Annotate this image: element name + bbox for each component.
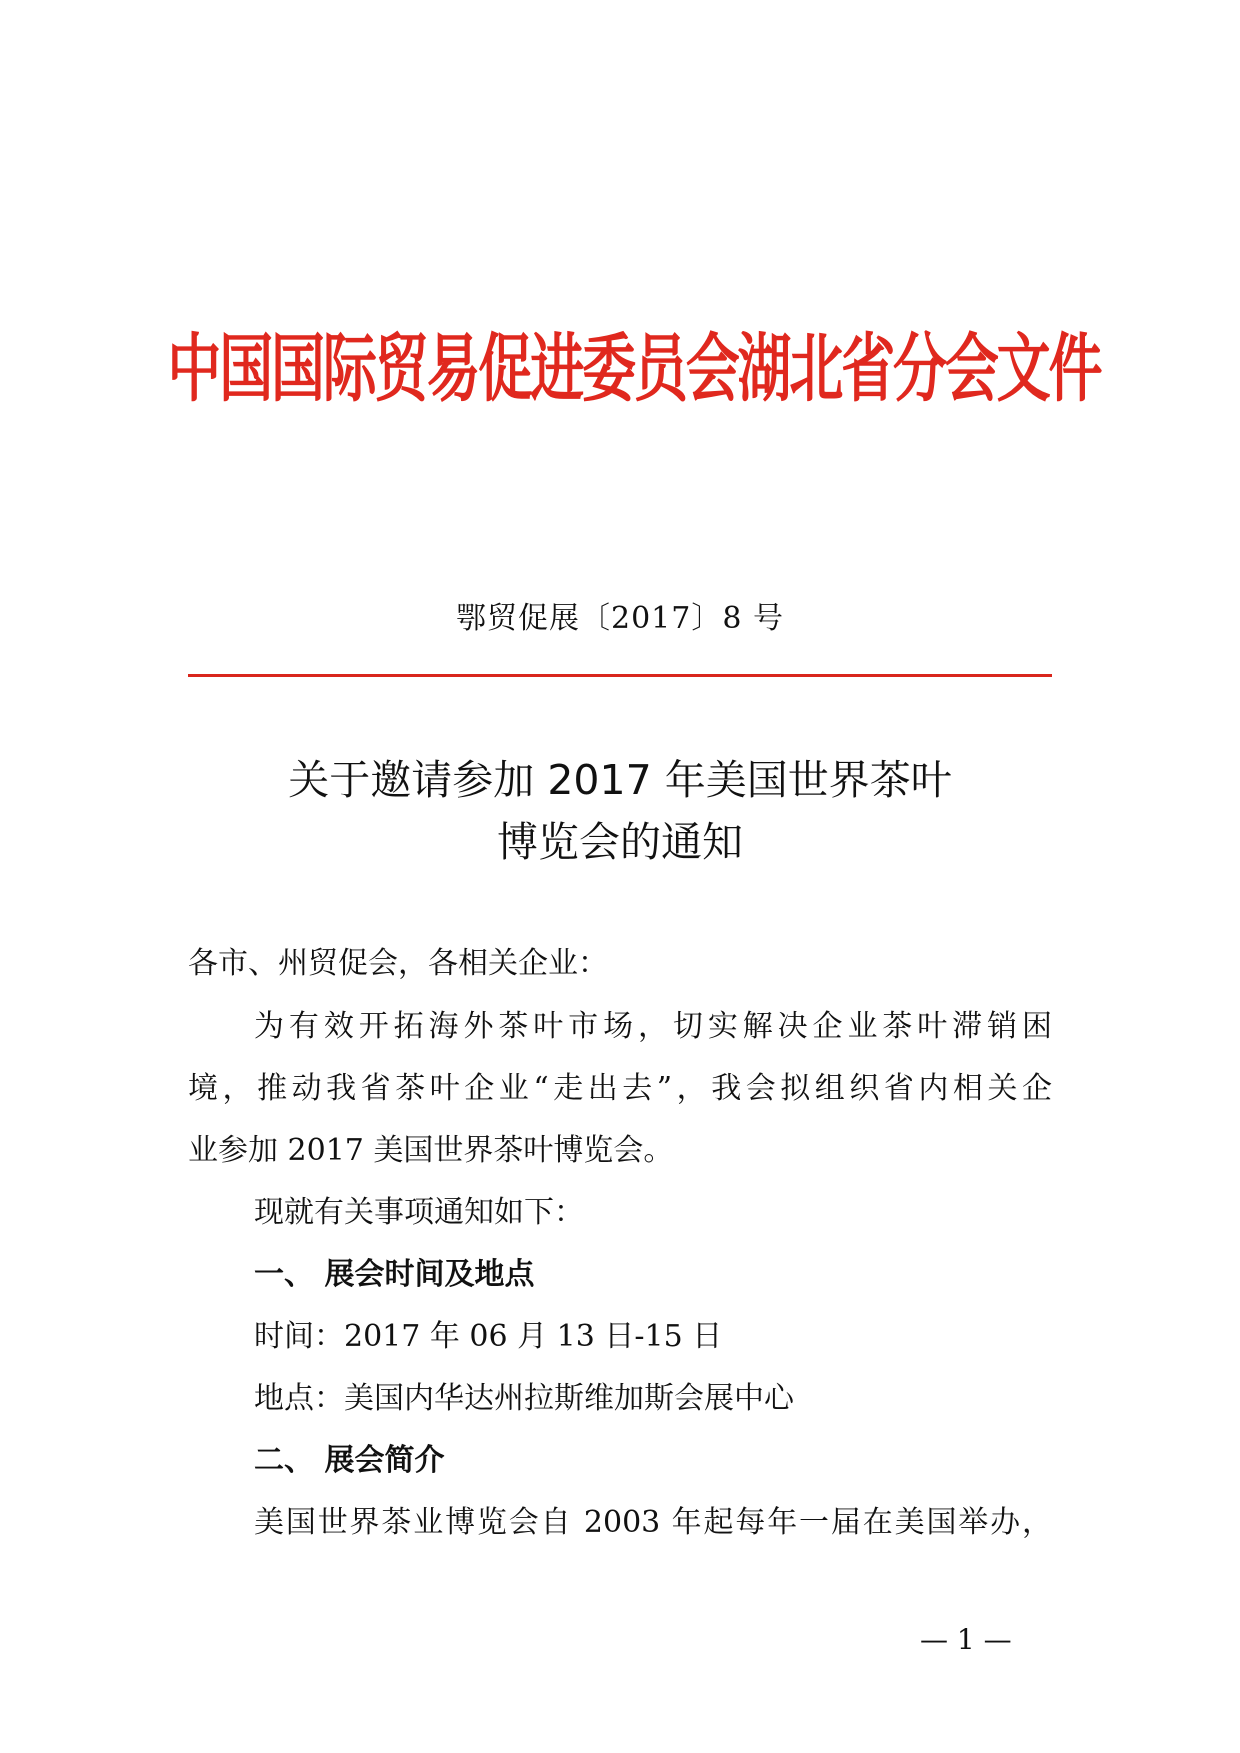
document-number: 鄂贸促展〔2017〕8 号 [456,601,784,636]
red-divider [188,674,1052,677]
salutation: 各市、州贸促会，各相关企业： [188,946,608,981]
notice-title-line-1: 关于邀请参加 2017 年美国世界茶叶 [288,756,952,804]
exhibition-time: 时间：2017 年 06 月 13 日-15 日 [254,1319,723,1354]
exhibition-place: 地点：美国内华达州拉斯维加斯会展中心 [254,1381,794,1416]
paragraph-line: 业参加 2017 美国世界茶叶博览会。 [188,1133,674,1168]
paragraph-line: 境，推动我省茶叶企业“走出去”，我会拟组织省内相关企 [188,1071,1052,1106]
section-heading-time-place: 一、 展会时间及地点 [254,1257,535,1292]
page-number: — 1 — [920,1623,1012,1656]
notice-title-line-2: 博览会的通知 [497,818,743,866]
paragraph-line: 为有效开拓海外茶叶市场，切实解决企业茶叶滞销困 [254,1009,1052,1044]
paragraph-line: 现就有关事项通知如下： [254,1195,584,1230]
section-heading-introduction: 二、 展会简介 [254,1443,445,1478]
paragraph-line: 美国世界茶业博览会自 2003 年起每年一届在美国举办， [254,1505,1052,1540]
masthead-title: 中国国际贸易促进委员会湖北省分会文件 [167,326,1101,412]
